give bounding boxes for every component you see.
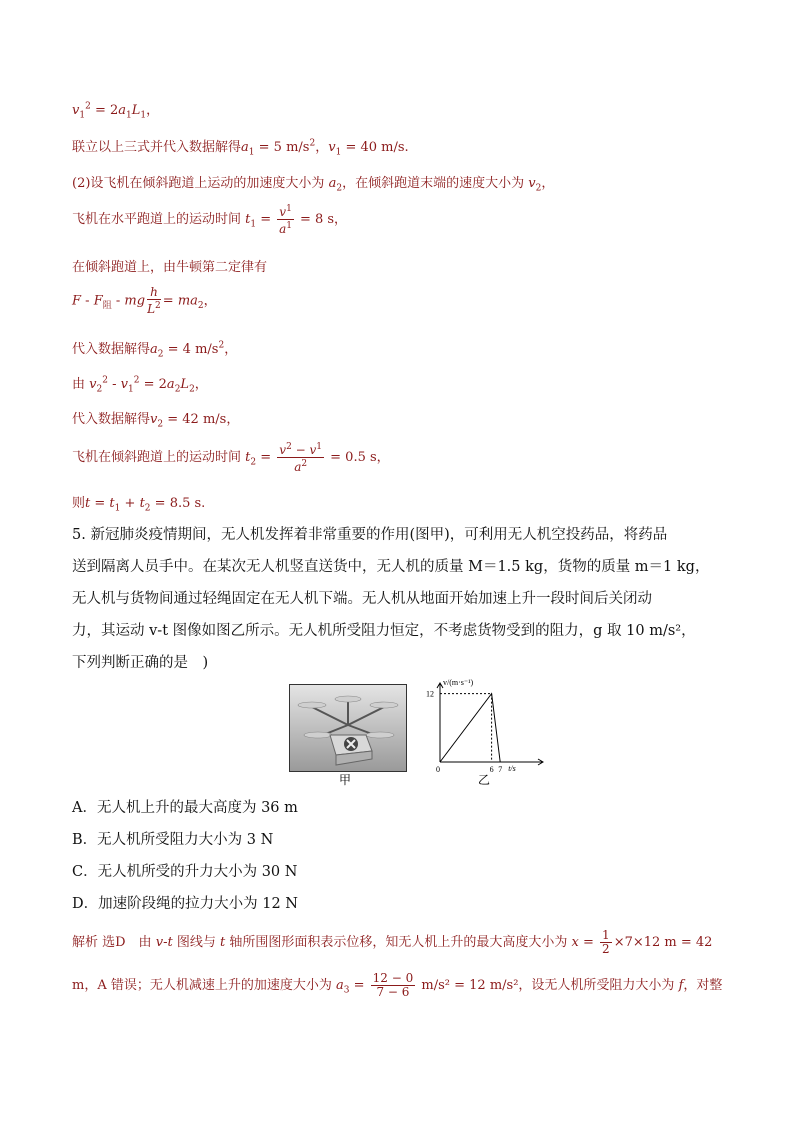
y-tick-label: 12 xyxy=(426,689,434,699)
choice-b: B．无人机所受阻力大小为 3 N xyxy=(72,832,274,848)
question-line-2: 送到隔离人员手中。在某次无人机竖直送货中，无人机的质量 M＝1.5 kg，货物的质量 m＝1 kg， xyxy=(72,559,710,575)
eq-line-4: 飞机在水平跑道上的运动时间 $t_1$ = $\frac{v^1}{a^1}$ = 8 s， xyxy=(72,204,348,236)
eq-line-10: 飞机在倾斜跑道上的运动时间 $t_2$ = $\frac{v^2 - v^1}{a^2}$ = 0.5 s， xyxy=(72,442,390,474)
eq-line-8: 由 $v_2^2 - v_1^2 = 2a_2L_2$， xyxy=(72,375,208,395)
x-tick-label: 6 xyxy=(489,765,494,774)
analysis-line-2: m，A 错误；无人机减速上升的加速度大小为 $a_3$ = $\frac{12 - 0}{7 - 6}$ m/s² = 12 m/s²，设无人机所受阻力大小为 f，对整 xyxy=(72,971,723,999)
fraction: $\frac{1}{2}$ xyxy=(602,928,610,956)
question-line-5: 下列判断正确的是 ) xyxy=(72,655,209,671)
eq-line-5: 在倾斜跑道上，由牛顿第二定律有 xyxy=(72,260,268,275)
y-axis-label: v/(m·s⁻¹) xyxy=(443,678,474,687)
eq-line-1: $v_1^2 = 2a_1L_1$， xyxy=(72,101,160,121)
eq-line-11: 则$t = t_1 + t_2 = 8.5$ s. xyxy=(72,496,206,514)
eq-line-7: 代入数据解得$a_2 = 4$ $m/s^2$， xyxy=(72,340,238,360)
velocity-series-line xyxy=(440,694,500,762)
fraction: $\frac{12 - 0}{7 - 6}$ xyxy=(372,971,414,999)
origin-label: 0 xyxy=(436,765,440,774)
analysis-line-1: 解析 选D 由 v-t 图线与 t 轴所围图形面积表示位移，知无人机上升的最大高度大小为 x = $\frac{1}{2}$ ×7×12 m = 42 xyxy=(72,928,713,956)
caption-jia: 甲 xyxy=(339,773,352,787)
eq-line-6: F - $F_阻$ - mg $\frac{h}{L^2}$ = $ma_2$， xyxy=(72,285,217,316)
question-line-1: 5. 新冠肺炎疫情期间，无人机发挥着非常重要的作用(图甲)，可利用无人机空投药品，将药品 xyxy=(72,527,668,543)
question-line-3: 无人机与货物间通过轻绳固定在无人机下端。无人机从地面开始加速上升一段时间后关闭动 xyxy=(72,591,652,607)
drone-illustration xyxy=(290,685,406,771)
drone-image xyxy=(289,684,407,772)
x-axis-label: t/s xyxy=(508,764,516,773)
fraction: $\frac{h}{L^2}$ xyxy=(147,285,161,316)
choice-c: C．无人机所受的升力大小为 30 N xyxy=(72,864,298,880)
choice-d: D．加速阶段绳的拉力大小为 12 N xyxy=(72,896,298,912)
eq-line-3: (2)设飞机在倾斜跑道上运动的加速度大小为 $a_2$，在倾斜跑道末端的速度大小为 $v_2$， xyxy=(72,176,555,194)
vt-chart xyxy=(420,676,550,776)
x-tick-label: 7 xyxy=(498,765,503,774)
question-line-4: 力，其运动 v-t 图像如图乙所示。无人机所受阻力恒定，不考虑货物受到的阻力，g 取 10 m/s²， xyxy=(72,623,696,639)
choice-a: A．无人机上升的最大高度为 36 m xyxy=(72,800,298,816)
caption-yi: 乙 xyxy=(478,773,491,787)
eq-line-2: 联立以上三式并代入数据解得$a_1 = 5$ $m/s^2$，$v_1 = 40$ m/s. xyxy=(72,138,409,158)
eq-line-9: 代入数据解得$v_2 = 42$ m/s， xyxy=(72,412,240,430)
fraction: $\frac{v^1}{a^1}$ xyxy=(279,204,292,236)
fraction: $\frac{v^2 - v^1}{a^2}$ xyxy=(279,442,323,474)
